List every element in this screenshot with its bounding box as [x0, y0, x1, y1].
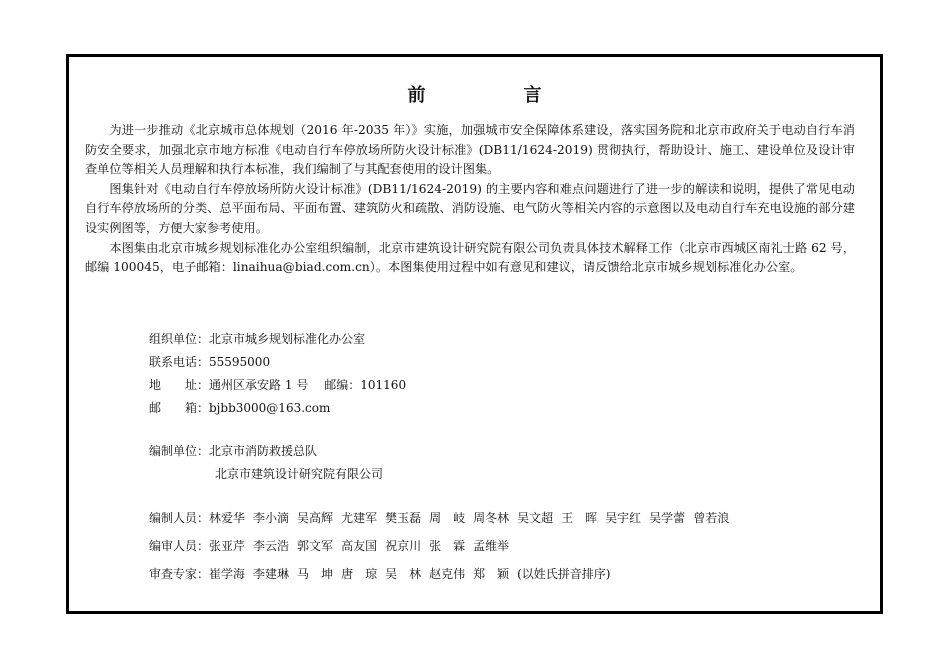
editor-unit-1: 北京市消防救援总队 — [209, 444, 318, 458]
organizer-row: 组织单位：北京市城乡规划标准化办公室 — [149, 332, 366, 346]
address-row — [149, 374, 406, 397]
preface-body — [85, 121, 855, 278]
person-name: 周冬林 — [473, 511, 510, 525]
person-name: 崔学海 — [209, 567, 246, 581]
phone-row: 联系电话：55595000 — [149, 355, 271, 369]
person-name: 马 坤 — [297, 567, 334, 581]
person-name: 吴学蕾 — [649, 511, 686, 525]
email-row: 邮 箱：bjbb3000@163.com — [149, 401, 331, 415]
editor-units — [149, 440, 383, 486]
person-name: 李建琳 — [253, 567, 290, 581]
paragraph-2: 图集针对《电动自行车停放场所防火设计标准》(DB11/1624-2019) 的主要内容和难点问题进行了进一步的解读和说明，提供了常见电动自行车停放场所的分类、总平面布局、平面布置、建筑防火和疏散、消防设施、电气防火等相关内容的示意图以及电动自行车充电设施的部分建设实例图等，方便大家参考使用。 — [85, 181, 855, 235]
person-name: 唐 琼 — [341, 567, 378, 581]
person-name: 吴宇红 — [605, 511, 642, 525]
editor-unit-label: 编制单位： — [149, 444, 210, 458]
postcode-text: 邮编：101160 — [324, 378, 407, 392]
person-name: 尤建军 — [341, 511, 378, 525]
person-name: 郑 颖 — [473, 567, 510, 581]
person-name: 高友国 — [341, 539, 378, 553]
paragraph-1: 为进一步推动《北京城市总体规划（2016 年-2035 年）》实施，加强城市安全保障体系建设，落实国务院和北京市政府关于电动自行车消防安全要求，加强北京市地方标准《电动自行车停放场所防火设计标准》(DB11/1624-2019) 贯彻执行，帮助设计、施工、建设单位及设计审查单位等相关人员理解和执行本标准，我们编制了与其配套使用的设计图集。 — [85, 123, 855, 177]
editors-label: 编制人员： — [149, 511, 210, 525]
person-name: 吴高辉 — [297, 511, 334, 525]
person-name: 张亚芹 — [209, 539, 246, 553]
editor-unit-2: 北京市建筑设计研究院有限公司 — [215, 467, 384, 481]
person-name: 祝京川 — [385, 539, 422, 553]
person-name: 林爱华 — [209, 511, 246, 525]
people-list — [149, 504, 737, 588]
person-name: 樊玉磊 — [385, 511, 422, 525]
experts-label: 审查专家： — [149, 567, 210, 581]
page-frame — [66, 54, 883, 614]
reviewers-label: 编审人员： — [149, 539, 210, 553]
person-name: 郭文军 — [297, 539, 334, 553]
person-name: 李小滴 — [253, 511, 290, 525]
experts-row — [149, 560, 737, 588]
reviewers-row — [149, 532, 737, 560]
page-title: 前 言 — [407, 85, 582, 106]
person-name: 孟维举 — [473, 539, 510, 553]
person-name: 赵克伟 — [429, 567, 466, 581]
editor-unit-row — [149, 440, 383, 463]
person-name: 李云浩 — [253, 539, 290, 553]
paragraph-3: 本图集由北京市城乡规划标准化办公室组织编制，北京市建筑设计研究院有限公司负责具体技术解释工作（北京市西城区南礼士路 62 号，邮编 100045，电子邮箱：linaihua@biad.com.cn）。本图集使用过程中如有意见和建议，请反馈给北京市城乡规划标准化办公室。 — [85, 240, 855, 275]
person-name: 吴 林 — [385, 567, 422, 581]
experts-note: (以姓氏拼音排序) — [517, 567, 611, 581]
person-name: 张 霖 — [429, 539, 466, 553]
editors-row — [149, 504, 737, 532]
person-name: 王 晖 — [561, 511, 598, 525]
person-name: 曾若浪 — [693, 511, 730, 525]
person-name: 周 岐 — [429, 511, 466, 525]
contact-info — [149, 328, 406, 420]
address-text: 地 址：通州区承安路 1 号 — [149, 378, 309, 392]
person-name: 吴文超 — [517, 511, 554, 525]
